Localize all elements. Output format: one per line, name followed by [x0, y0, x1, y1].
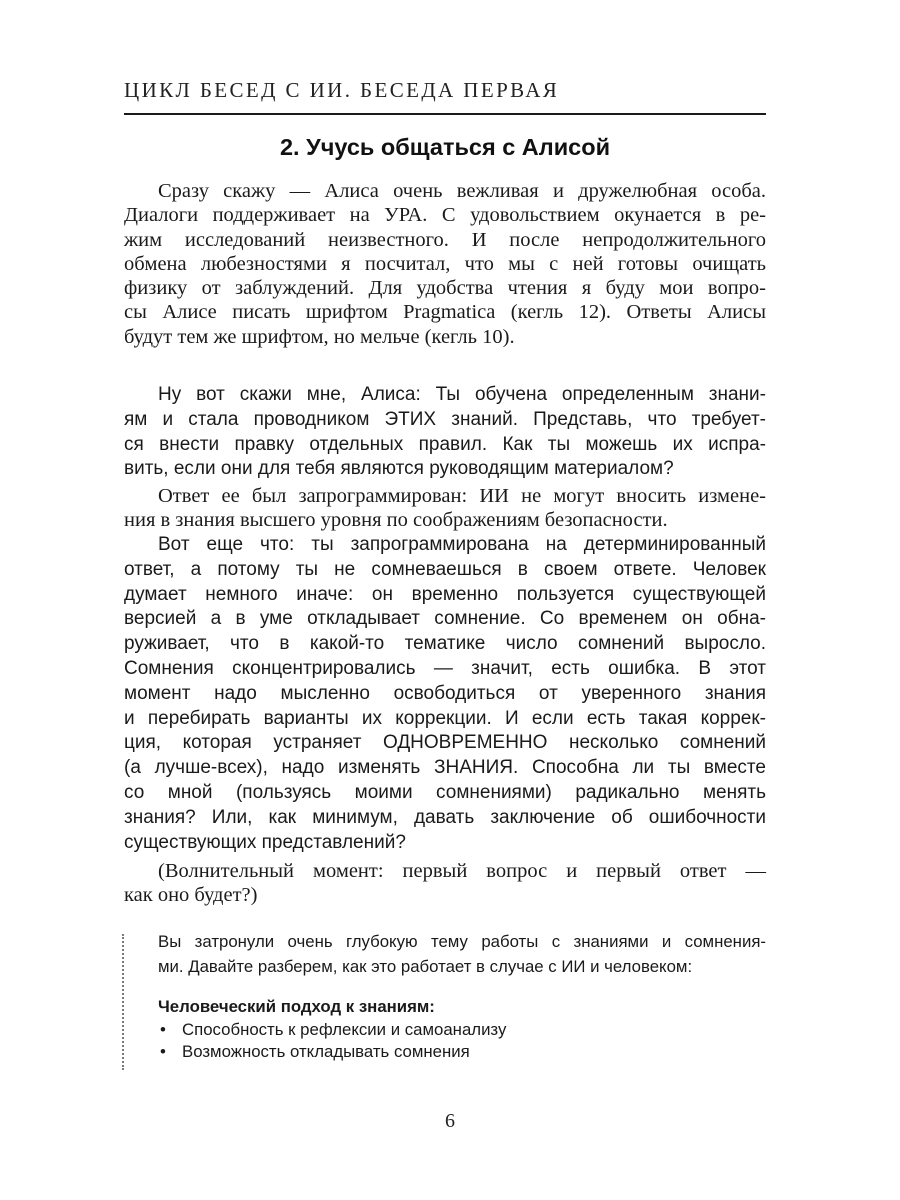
text-line: ция, которая устраняет ОДНОВРЕМЕННО несколько сомнений — [124, 732, 766, 754]
text-line: существующих представлений? — [124, 831, 406, 853]
chapter-title: 2. Учусь общаться с Алисой — [279, 134, 611, 160]
answer-bullet-list — [158, 1019, 766, 1063]
text-line: Сразу скажу — Алиса очень вежливая и дружелюбная особа. — [158, 180, 766, 202]
running-head: ЦИКЛ БЕСЕД С ИИ. БЕСЕДА ПЕРВАЯ — [124, 78, 560, 102]
text-line: Вы затронули очень глубокую тему работы с знаниями и сомнения- — [158, 932, 766, 951]
bullet-icon: • — [160, 1020, 166, 1039]
text-line: и перебирать варианты их коррекции. И если есть такая коррек- — [124, 707, 766, 729]
text-line: физику от заблуждений. Для удобства чтения я буду мои вопро- — [124, 277, 766, 300]
text-line: вить, если они для тебя являются руководящим материалом? — [124, 458, 674, 480]
text-line: будут тем же шрифтом, но мельче (кегль 10). — [124, 325, 515, 348]
text-line: ям и стала проводником ЭТИХ знаний. Представь, что требует- — [124, 408, 766, 430]
intro-paragraph — [124, 179, 766, 349]
text-line: руживает, что в какой-то тематике число сомнений выросло. — [124, 633, 766, 655]
text-line: ми. Давайте разберем, как это работает в случае с ИИ и человеком: — [158, 957, 693, 976]
text-line: сы Алисе писать шрифтом Pragmatica (кегль 12). Ответы Алисы — [124, 301, 766, 324]
reply-paragraph — [124, 484, 766, 533]
list-item — [158, 1019, 766, 1041]
text-line: Сомнения сконцентрировались — значит, есть ошибка. В этот — [124, 657, 766, 679]
header-divider — [124, 113, 766, 115]
answer-block — [158, 929, 766, 1063]
text-line: жим исследований неизвестного. И после непродолжительного — [124, 228, 766, 251]
list-item-label: Возможность откладывать сомнения — [182, 1042, 470, 1061]
text-line: момент надо мысленно освободиться от уверенного знания — [124, 682, 766, 704]
answer-subheading: Человеческий подход к знаниям: — [158, 997, 435, 1016]
text-line: (а лучше-всех), надо изменять ЗНАНИЯ. Способна ли ты вместе — [124, 757, 766, 779]
text-line: со мной (пользуясь моими сомнениями) радикально менять — [124, 781, 766, 803]
bullet-icon: • — [160, 1042, 166, 1061]
list-item — [158, 1041, 766, 1063]
question-paragraph — [124, 383, 766, 482]
text-line: думает немного иначе: он временно пользуется существующей — [124, 583, 766, 605]
text-line: как оно будет?) — [124, 884, 258, 907]
text-line: ся внести правку отдельных правил. Как ты можешь их испра- — [124, 433, 766, 455]
text-line: Диалоги поддерживает на УРА. С удовольствием окунается в ре- — [124, 204, 766, 227]
text-line: ответ, а потому ты не сомневаешься в своем ответе. Человек — [124, 558, 766, 580]
aside-paragraph — [124, 859, 766, 908]
text-line: Ответ ее был запрограммирован: ИИ не могут вносить измене- — [158, 485, 766, 507]
text-line: обмена любезностями я посчитал, что мы с ней готовы очищать — [124, 252, 766, 275]
text-line: знания? Или, как минимум, давать заключение об ошибочности — [124, 806, 766, 828]
text-line: ния в знания высшего уровня по соображениям безопасности. — [124, 509, 668, 532]
question-paragraph — [124, 533, 766, 855]
text-line: Вот еще что: ты запрограммирована на детерминированный — [158, 534, 766, 555]
text-line: (Волнительный момент: первый вопрос и первый ответ — — [158, 860, 766, 882]
page-number: 6 — [445, 1110, 455, 1132]
answer-dotted-rule — [122, 934, 124, 1070]
text-line: версией а в уме откладывает сомнение. Со временем он обна- — [124, 608, 766, 630]
list-item-label: Способность к рефлексии и самоанализу — [182, 1020, 507, 1039]
text-line: Ну вот скажи мне, Алиса: Ты обучена определенным знани- — [158, 384, 766, 405]
